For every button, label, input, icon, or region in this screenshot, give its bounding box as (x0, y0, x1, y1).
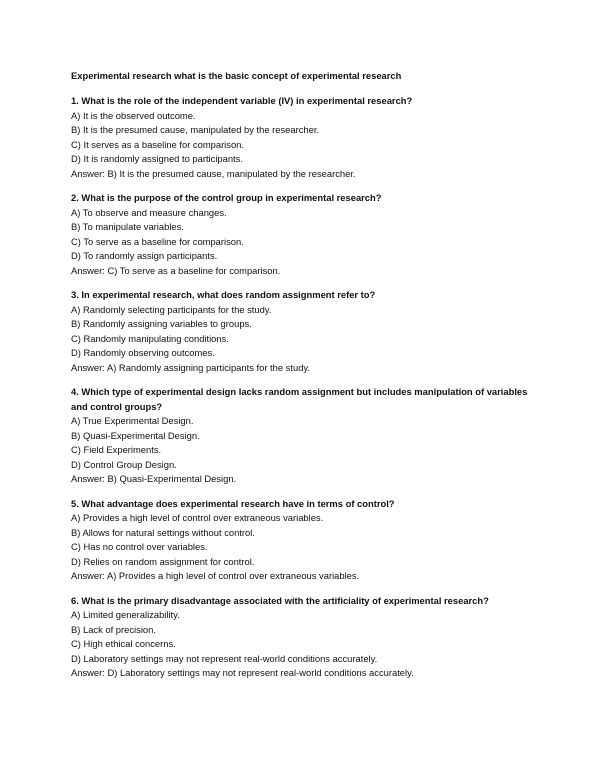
question-text: 5. What advantage does experimental research have in terms of control? (71, 497, 395, 509)
answer-line: Answer: B) It is the presumed cause, manipulated by the researcher. (71, 167, 356, 179)
answer-line: Answer: C) To serve as a baseline for comparison. (71, 264, 281, 276)
answer-line: Answer: A) Randomly assigning participants for the study. (71, 361, 311, 373)
option-a: A) It is the observed outcome. (71, 109, 196, 121)
question-text: 2. What is the purpose of the control group in experimental research? (71, 192, 382, 203)
question-text: 4. Which type of experimental design lacks random assignment but includes manipulation of variables and control groups? (71, 386, 528, 412)
option-d: D) It is randomly assigned to participants. (71, 153, 243, 164)
option-c: C) To serve as a baseline for comparison. (71, 235, 244, 247)
option-a: A) To observe and measure changes. (71, 206, 227, 218)
question-block-2 (71, 191, 540, 278)
question-text: 6. What is the primary disadvantage associated with the artificiality of experimental research? (71, 594, 489, 606)
option-c: C) Randomly manipulating conditions. (71, 332, 229, 344)
option-a: A) Limited generalizability. (71, 609, 180, 620)
answer-line: Answer: D) Laboratory settings may not represent real-world conditions accurately. (71, 667, 414, 678)
option-d: D) Randomly observing outcomes. (71, 347, 215, 358)
answer-line: Answer: A) Provides a high level of control over extraneous variables. (71, 570, 360, 581)
document-title: Experimental research what is the basic concept of experimental research (71, 70, 402, 81)
question-block-5 (71, 497, 540, 584)
option-b: B) Quasi-Experimental Design. (71, 429, 200, 441)
option-c: C) It serves as a baseline for comparison. (71, 138, 244, 150)
option-d: D) To randomly assign participants. (71, 250, 218, 261)
question-block-4 (71, 385, 540, 487)
option-d: D) Control Group Design. (71, 458, 177, 470)
answer-line: Answer: B) Quasi-Experimental Design. (71, 473, 237, 484)
option-c: C) Field Experiments. (71, 444, 162, 455)
question-block-3 (71, 288, 540, 375)
option-b: B) Allows for natural settings without control. (71, 526, 255, 538)
option-b: B) To manipulate variables. (71, 221, 184, 232)
question-block-1 (71, 94, 540, 181)
option-c: C) High ethical concerns. (71, 638, 176, 649)
option-c: C) Has no control over variables. (71, 541, 208, 552)
option-a: A) Randomly selecting participants for the study. (71, 303, 272, 315)
question-text: 1. What is the role of the independent variable (IV) in experimental research? (71, 95, 413, 106)
option-d: D) Relies on random assignment for control. (71, 555, 255, 567)
option-a: A) Provides a high level of control over extraneous variables. (71, 512, 324, 523)
option-b: B) Randomly assigning variables to groups. (71, 318, 252, 329)
option-a: A) True Experimental Design. (71, 415, 194, 426)
option-b: B) It is the presumed cause, manipulated by the researcher. (71, 124, 320, 135)
question-block-6 (71, 594, 540, 681)
option-b: B) Lack of precision. (71, 623, 156, 635)
question-text: 3. In experimental research, what does random assignment refer to? (71, 289, 376, 300)
option-d: D) Laboratory settings may not represent real-world conditions accurately. (71, 652, 378, 664)
